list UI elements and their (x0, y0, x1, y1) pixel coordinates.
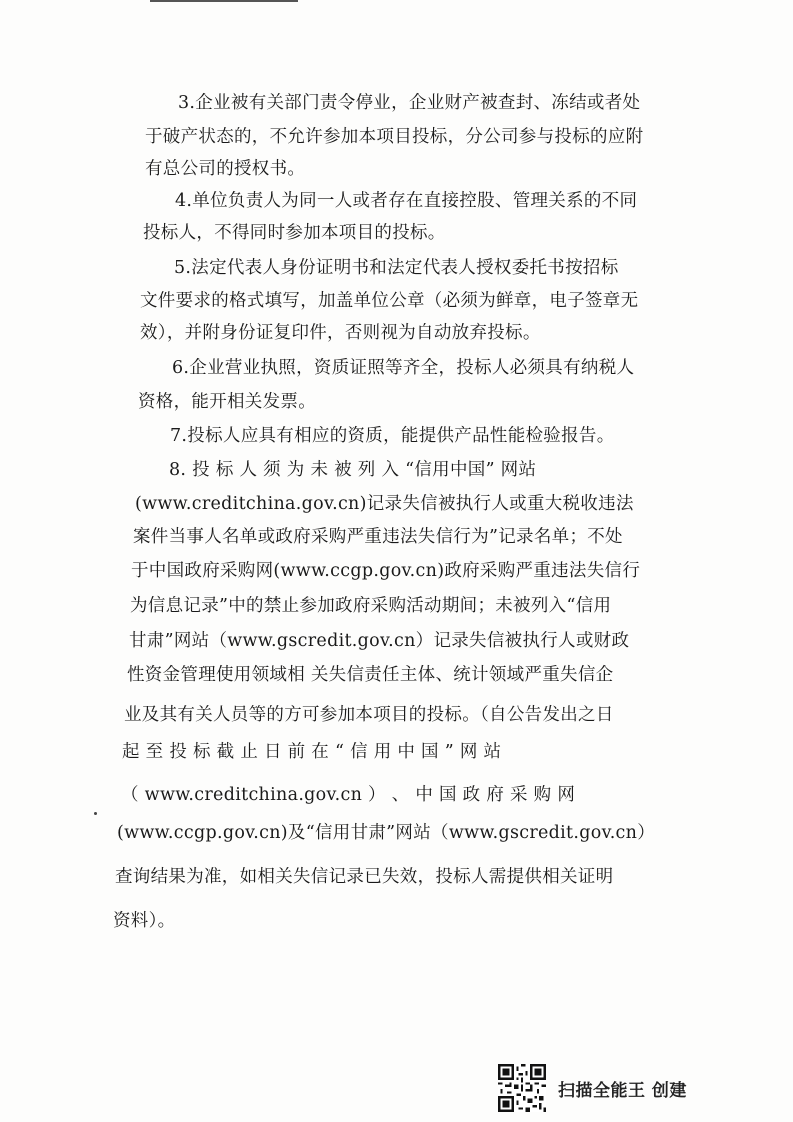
qr-code-icon (498, 1064, 546, 1112)
top-edge-mark (150, 0, 298, 2)
text-line-4: 4.单位负责人为同一人或者存在直接控股、管理关系的不同 (175, 191, 638, 211)
text-line-17: 甘肃”网站（www.gscredit.gov.cn）记录失信被执行人或财政 (129, 631, 630, 651)
text-line-19: 业及其有关人员等的方可参加本项目的投标。（自公告发出之日 (124, 705, 614, 725)
text-line-15: 于中国政府采购网(www.ccgp.gov.cn)政府采购严重违法失信行 (131, 561, 641, 581)
text-line-20: 起 至 投 标 截 止 日 前 在 “ 信 用 中 国 ” 网 站 (122, 742, 502, 762)
text-line-8: 效），并附身份证复印件，否则视为自动放弃投标。 (140, 323, 541, 343)
scan-speck (94, 812, 97, 815)
scanner-watermark (498, 1062, 687, 1114)
text-line-6: 5.法定代表人身份证明书和法定代表人授权委托书按招标 (174, 258, 619, 278)
scanner-watermark-label: 扫描全能王 创建 (558, 1080, 687, 1101)
text-line-10: 资格，能开相关发票。 (138, 392, 316, 412)
text-line-1: 3.企业被有关部门责令停业，企业财产被查封、冻结或者处 (178, 93, 641, 113)
text-line-23: 查询结果为准，如相关失信记录已失效，投标人需提供相关证明 (115, 867, 614, 887)
text-line-9: 6.企业营业执照，资质证照等齐全，投标人必须具有纳税人 (172, 358, 635, 378)
text-line-3: 有总公司的授权书。 (145, 159, 306, 179)
text-line-24: 资料）。 (113, 911, 176, 931)
text-line-18: 性资金管理使用领域相 关失信责任主体、统计领域严重失信企 (127, 665, 614, 685)
text-line-5: 投标人，不得同时参加本项目的投标。 (143, 223, 446, 243)
text-line-21: （ www.creditchina.gov.cn ） 、 中 国 政 府 采 购 网 (121, 785, 576, 805)
text-line-7: 文件要求的格式填写，加盖单位公章（必须为鲜章，电子签章无 (140, 291, 639, 311)
text-line-14: 案件当事人名单或政府采购严重违法失信行为”记录名单；不处 (133, 527, 623, 547)
text-line-22: (www.ccgp.gov.cn)及“信用甘肃”网站（www.gscredit.gov.cn） (117, 823, 656, 843)
text-line-16: 为信息记录”中的禁止参加政府采购活动期间；未被列入“信用 (130, 596, 612, 616)
text-line-11: 7.投标人应具有相应的资质，能提供产品性能检验报告。 (170, 426, 615, 446)
text-line-12: 8. 投 标 人 须 为 未 被 列 入 “信用中国” 网站 (169, 460, 537, 480)
text-line-13: (www.creditchina.gov.cn)记录失信被执行人或重大税收违法 (135, 494, 634, 514)
text-line-2: 于破产状态的，不允许参加本项目投标，分公司参与投标的应附 (145, 127, 644, 147)
